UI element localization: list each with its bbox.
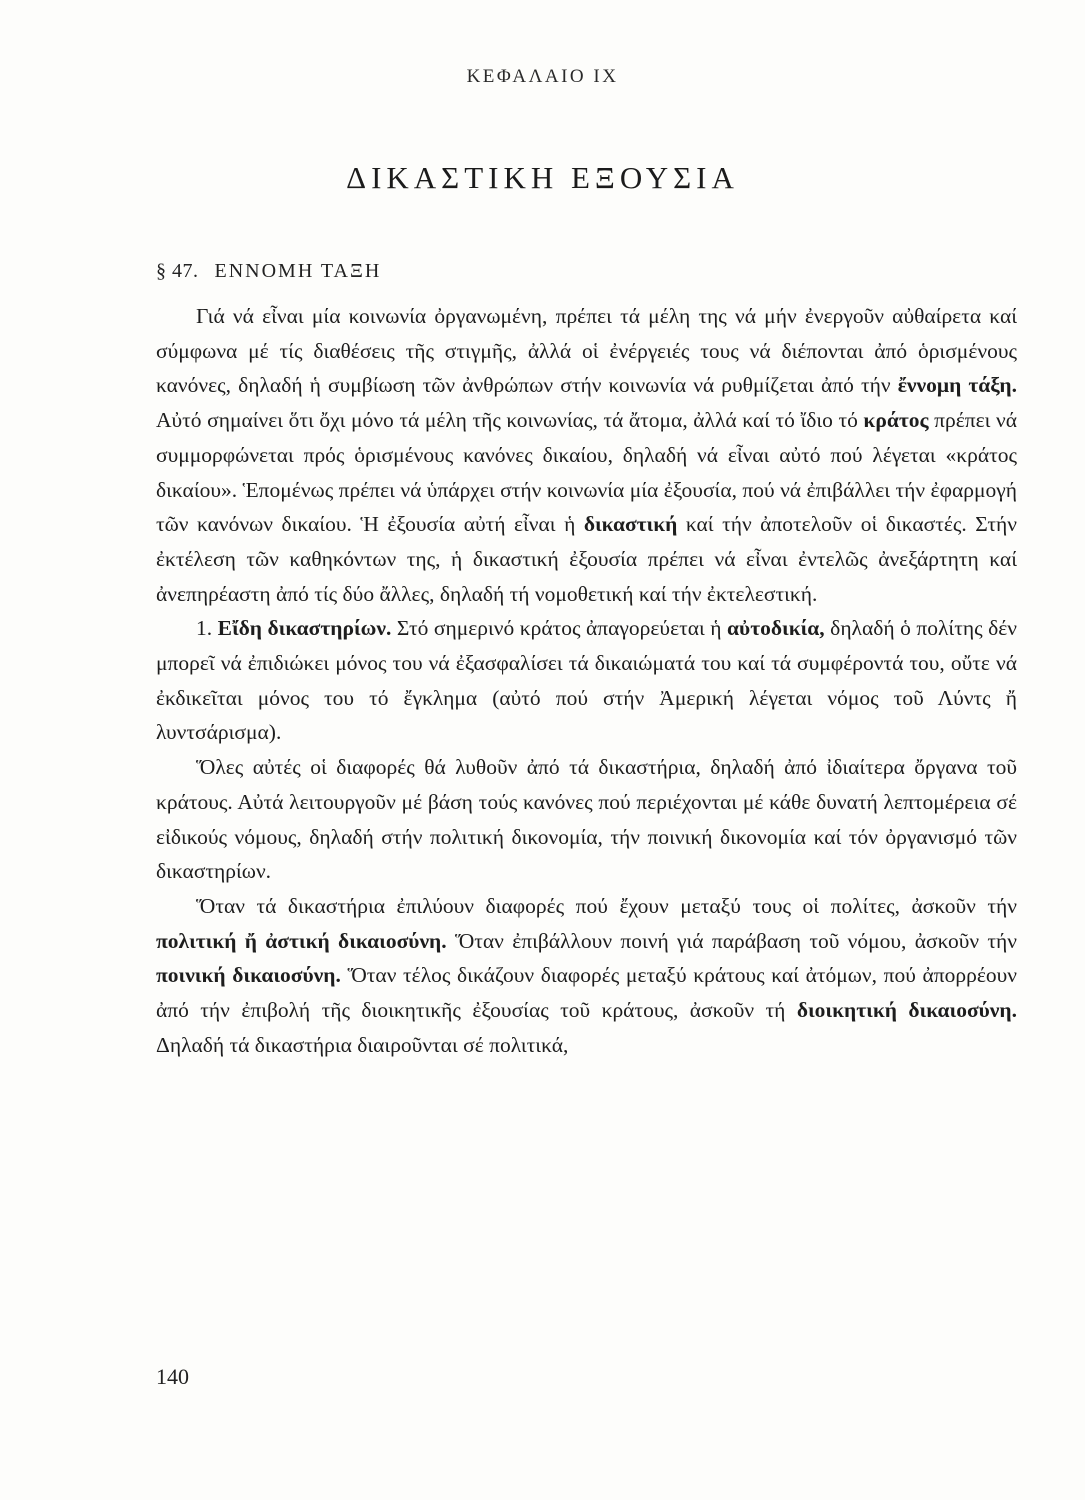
bold-text-run: ποινική δικαιοσύνη.	[156, 963, 341, 988]
bold-text-run: πολιτική ἤ ἀστική δικαιοσύνη.	[156, 928, 447, 953]
text-run: Ὅλες αὐτές οἱ διαφορές θά λυθοῦν ἀπό τά δικαστήρια, δηλαδή ἀπό ἰδιαίτερα ὄργανα τοῦ κράτους. Αὐτά λειτουργοῦν μέ βάση τούς κανόνες πού περιέχονται μέ κάθε δυνατή λεπτομέρεια σέ εἰδικούς νόμους, δηλαδή στήν πολιτική δικονομία, τήν ποινική δικονομία καί τόν ὀργανισμό τῶν δικαστηρίων.	[156, 755, 1017, 884]
text-run: Γιά νά εἶναι μία κοινωνία ὀργανωμένη, πρέπει τά μέλη της νά μήν ἐνεργοῦν αὐθαίρετα καί σύμφωνα μέ τίς διαθέσεις τῆς στιγμῆς, ἀλλά οἱ ἐνέργειές τους νά διέπονται ἀπό ὁρισμένους κανόνες, δηλαδή ἡ συμβίωση τῶν ἀνθρώπων στήν κοινωνία νά ρυθμίζεται ἀπό τήν	[156, 304, 1017, 398]
bold-text-run: δικαστική	[583, 512, 678, 537]
section-number: § 47.	[156, 260, 199, 282]
text-run: 1.	[196, 616, 218, 641]
section-heading	[156, 260, 381, 283]
paragraph	[156, 611, 1017, 750]
running-header: ΚΕΦΑΛΑΙΟ IX	[466, 66, 619, 87]
text-run: Δηλαδή τά δικαστήρια διαιροῦνται σέ πολιτικά,	[156, 1032, 569, 1057]
section-title: ΕΝΝΟΜΗ ΤΑΞΗ	[214, 260, 382, 282]
text-run: Ὅταν ἐπιβάλλουν ποινή γιά παράβαση τοῦ νόμου, ἀσκοῦν τήν	[446, 928, 1017, 953]
bold-text-run: κράτος	[863, 408, 929, 433]
text-run: Στό σημερινό κράτος ἀπαγορεύεται ἡ	[391, 616, 728, 641]
text-run: καί τήν ἀποτελοῦν οἱ δικαστές. Στήν ἐκτέλεση τῶν καθηκόντων της, ἡ δικαστική ἐξουσία πρέπει νά εἶναι ἐντελῶς ἀνεξάρτητη καί ἀνεπηρέαστη ἀπό τίς δύο ἄλλες, δηλαδή τή νομοθετική καί τήν ἐκτελεστική.	[156, 512, 1017, 606]
paragraph	[156, 299, 1017, 611]
chapter-title: ΔΙΚΑΣΤΙΚΗ ΕΞΟΥΣΙΑ	[346, 160, 739, 195]
body-text	[156, 299, 1017, 1062]
text-run: δηλαδή ὁ πολίτης δέν μπορεῖ νά ἐπιδιώκει μόνος του νά ἐξασφαλίσει τά δικαιώματά του καί τά συμφέροντά του, οὔτε νά ἐκδικεῖται μόνος του τό ἔγκλημα (αὐτό πού στήν Ἀμερική λέγεται νόμος τοῦ Λύντς ἤ λυντσάρισμα).	[156, 616, 1017, 745]
bold-text-run: Εἴδη δικαστηρίων.	[217, 616, 392, 641]
bold-text-run: ἔννομη τάξη.	[897, 373, 1017, 398]
page-number: 140	[156, 1364, 189, 1389]
bold-text-run: διοικητική δικαιοσύνη.	[796, 998, 1017, 1023]
paragraph	[156, 889, 1017, 1063]
text-run: Αὐτό σημαίνει ὅτι ὄχι μόνο τά μέλη τῆς κοινωνίας, τά ἄτομα, ἀλλά καί τό ἴδιο τό	[156, 408, 864, 433]
paragraph	[156, 750, 1017, 889]
bold-text-run: αὐτοδικία,	[727, 616, 825, 641]
text-run: Ὅταν τά δικαστήρια ἐπιλύουν διαφορές πού ἔχουν μεταξύ τους οἱ πολίτες, ἀσκοῦν τήν	[196, 893, 1017, 918]
text-run: Ὅταν τέλος δικάζουν διαφορές μεταξύ κράτους καί ἀτόμων, πού ἀπορρέουν ἀπό τήν ἐπιβολή τῆς διοικητικῆς ἐξουσίας τοῦ κράτους, ἀσκοῦν τή	[156, 963, 1017, 1023]
text-run: πρέπει νά συμμορφώνεται πρός ὁρισμένους κανόνες δικαίου, δηλαδή νά εἶναι αὐτό πού λέγεται «κράτος δικαίου». Ἑπομένως πρέπει νά ὑπάρχει στήν κοινωνία μία ἐξουσία, πού νά ἐπιβάλλει τήν ἐφαρμογή τῶν κανόνων δικαίου. Ἡ ἐξουσία αὐτή εἶναι ἡ	[156, 408, 1017, 537]
